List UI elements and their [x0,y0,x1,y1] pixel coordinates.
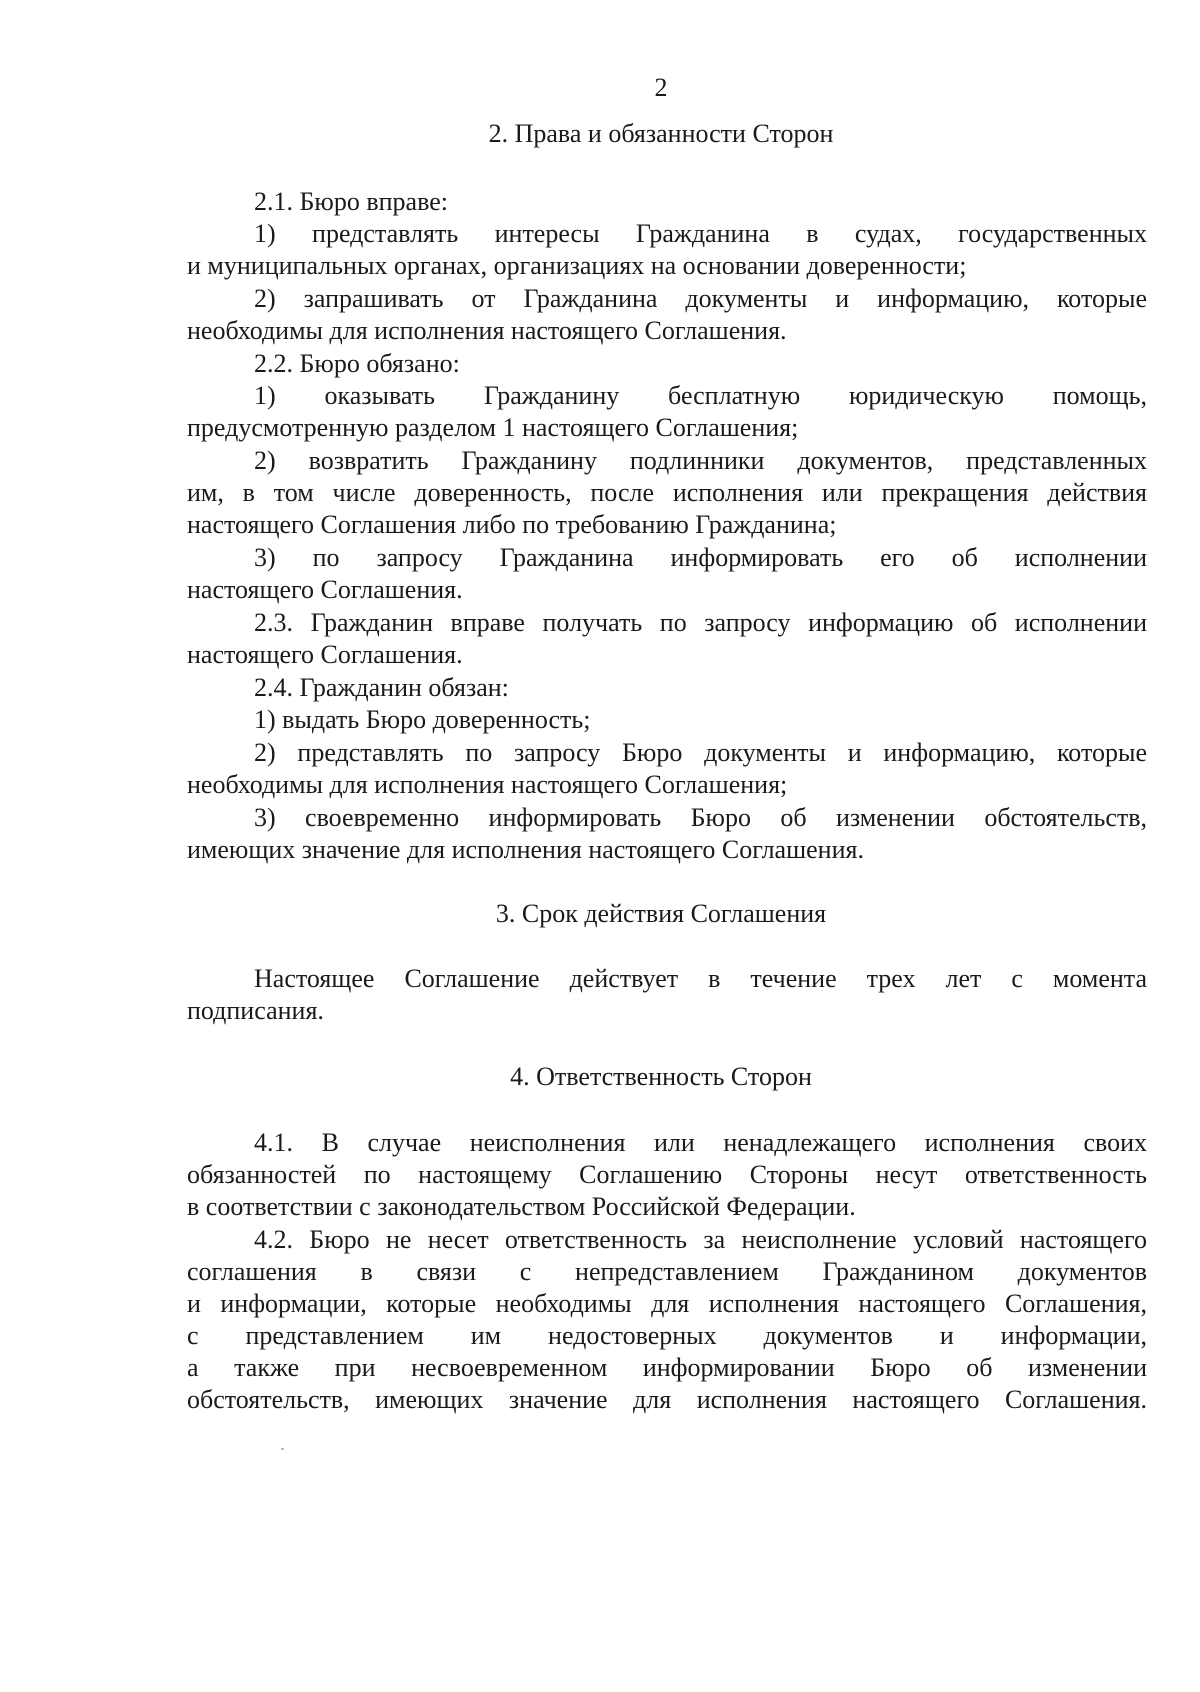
section-3-text-line-1: Настоящее Соглашение действует в течение трех лет с момента [254,964,1147,993]
section-3-heading: 3. Срок действия Соглашения [495,899,827,928]
scan-speck [281,1448,284,1450]
section-2-heading: 2. Права и обязанности Сторон [488,119,834,148]
clause-2-3-line-2: настоящего Соглашения. [187,640,463,669]
clause-2-4-item-2-line-1: 2) представлять по запросу Бюро документы и информацию, которые [254,738,1147,767]
clause-2-4: 2.4. Гражданин обязан: [254,673,509,702]
clause-2-4-item-3-line-1: 3) своевременно информировать Бюро об изменении обстоятельств, [254,803,1147,832]
clause-2-1-item-1-line-1: 1) представлять интересы Гражданина в судах, государственных [254,219,1147,248]
clause-2-2-item-3-line-1: 3) по запросу Гражданина информировать его об исполнении [254,543,1147,572]
page-number: 2 [654,73,668,102]
clause-2-4-item-2-line-2: необходимы для исполнения настоящего Соглашения; [187,770,788,799]
clause-4-1-line-2: обязанностей по настоящему Соглашению Стороны несут ответственность [187,1160,1147,1189]
clause-2-4-item-1: 1) выдать Бюро доверенность; [254,705,591,734]
clause-2-2-item-2-line-2: им, в том числе доверенность, после исполнения или прекращения действия [187,478,1147,507]
clause-2-1-item-1-line-2: и муниципальных органах, организациях на основании доверенности; [187,251,967,280]
section-4-heading: 4. Ответственность Сторон [510,1062,812,1091]
clause-2-2: 2.2. Бюро обязано: [254,349,460,378]
clause-4-2-line-4: с представлением им недостоверных документов и информации, [187,1321,1147,1350]
section-3-text-line-2: подписания. [187,996,324,1025]
clause-4-2-line-5: а также при несвоевременном информировании Бюро об изменении [187,1353,1147,1382]
clause-4-1-line-1: 4.1. В случае неисполнения или ненадлежащего исполнения своих [254,1128,1147,1157]
clause-2-3-line-1: 2.3. Гражданин вправе получать по запросу информацию об исполнении [254,608,1147,637]
clause-4-1-line-3: в соответствии с законодательством Российской Федерации. [187,1192,856,1221]
clause-2-2-item-1-line-1: 1) оказывать Гражданину бесплатную юридическую помощь, [254,381,1147,410]
clause-4-2-line-2: соглашения в связи с непредставлением Гражданином документов [187,1257,1147,1286]
clause-2-1-item-2-line-2: необходимы для исполнения настоящего Соглашения. [187,316,787,345]
clause-2-2-item-2-line-1: 2) возвратить Гражданину подлинники документов, представленных [254,446,1147,475]
clause-4-2-line-6: обстоятельств, имеющих значение для исполнения настоящего Соглашения. [187,1385,1147,1414]
clause-2-4-item-3-line-2: имеющих значение для исполнения настоящего Соглашения. [187,835,864,864]
clause-2-2-item-1-line-2: предусмотренную разделом 1 настоящего Соглашения; [187,413,799,442]
clause-2-2-item-3-line-2: настоящего Соглашения. [187,575,463,604]
clause-2-1-item-2-line-1: 2) запрашивать от Гражданина документы и информацию, которые [254,284,1147,313]
clause-4-2-line-3: и информации, которые необходимы для исполнения настоящего Соглашения, [187,1289,1147,1318]
clause-2-2-item-2-line-3: настоящего Соглашения либо по требованию Гражданина; [187,510,837,539]
clause-2-1: 2.1. Бюро вправе: [254,187,448,216]
clause-4-2-line-1: 4.2. Бюро не несет ответственность за неисполнение условий настоящего [254,1225,1147,1254]
